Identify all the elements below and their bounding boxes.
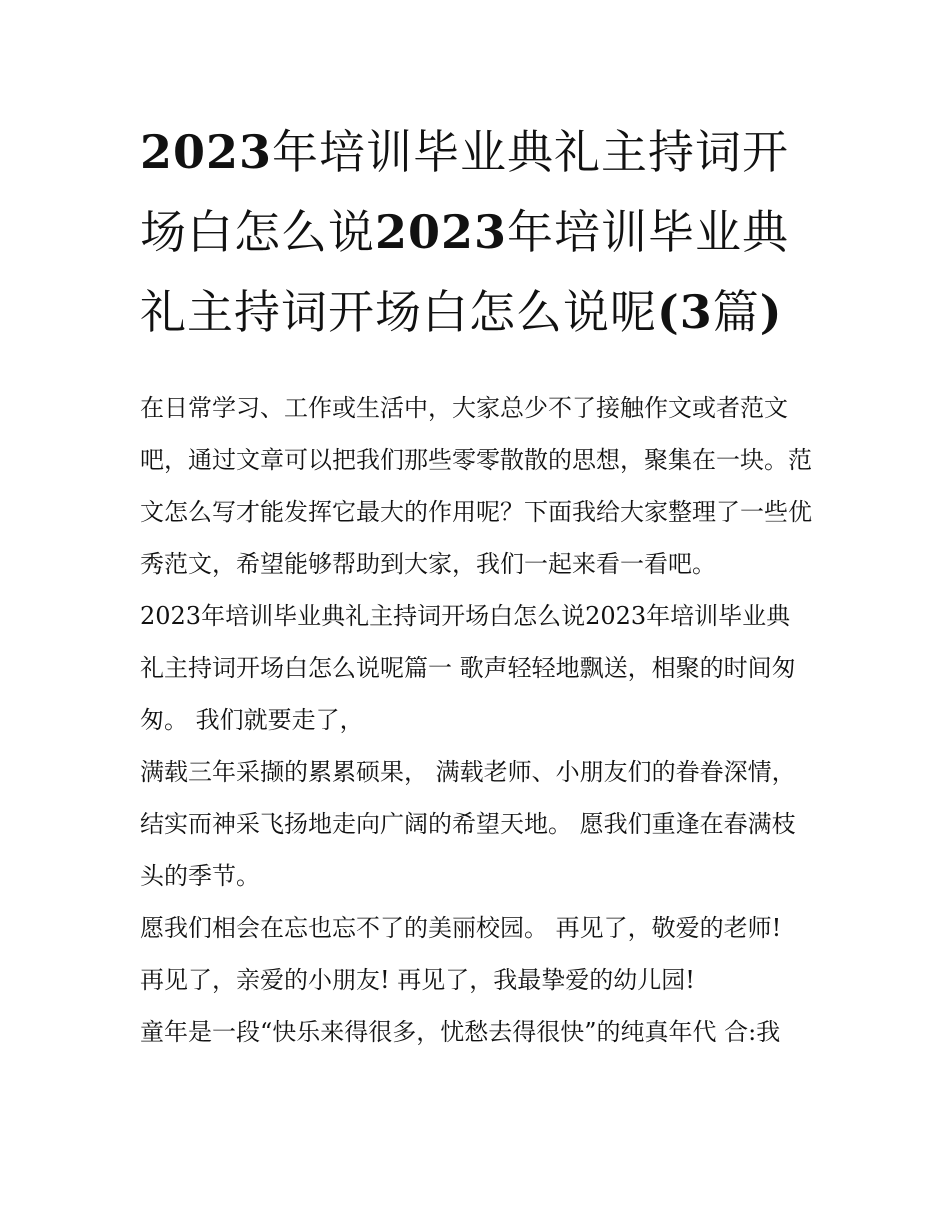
document-content bbox=[140, 112, 812, 1058]
title-text-1: 年培训毕业典礼主持词开场白怎么说 bbox=[140, 125, 790, 259]
title-text-3: 篇 bbox=[712, 285, 760, 339]
document-title bbox=[140, 112, 812, 352]
paragraph-intro: 在日常学习、工作或生活中，大家总少不了接触作文或者范文吧，通过文章可以把我们那些零零散散的思想，聚集在一块。范文怎么写才能发挥它最大的作用呢？下面我给大家整理了一些优秀范文，希望能够帮助到大家，我们一起来看一看吧。 bbox=[140, 394, 812, 578]
paragraph-childhood: 童年是一段“快乐来得很多，忧愁去得很快”的纯真年代 合:我 bbox=[140, 1018, 781, 1046]
paragraph-part-one: 2023年培训毕业典礼主持词开场白怎么说2023年培训毕业典礼主持词开场白怎么说呢篇一 歌声轻轻地飘送，相聚的时间匆匆。 我们就要走了， bbox=[140, 602, 796, 734]
title-text-2: 年培训毕业典礼主持词开场白怎么说呢 bbox=[140, 205, 790, 339]
title-count-open: (3 bbox=[657, 285, 713, 339]
paragraph-farewell: 愿我们相会在忘也忘不了的美丽校园。 再见了，敬爱的老师! 再见了，亲爱的小朋友! 再见了，我最挚爱的幼儿园! bbox=[140, 914, 782, 994]
title-year-2: 2023 bbox=[375, 205, 508, 259]
title-count-close: ) bbox=[759, 285, 783, 339]
document-body bbox=[140, 382, 812, 1058]
paragraph-harvest: 满载三年采撷的累累硕果， 满载老师、小朋友们的眷眷深情， 结实而神采飞扬地走向广阔的希望天地。 愿我们重逢在春满枝头的季节。 bbox=[140, 758, 796, 890]
title-year-1: 2023 bbox=[140, 125, 273, 179]
